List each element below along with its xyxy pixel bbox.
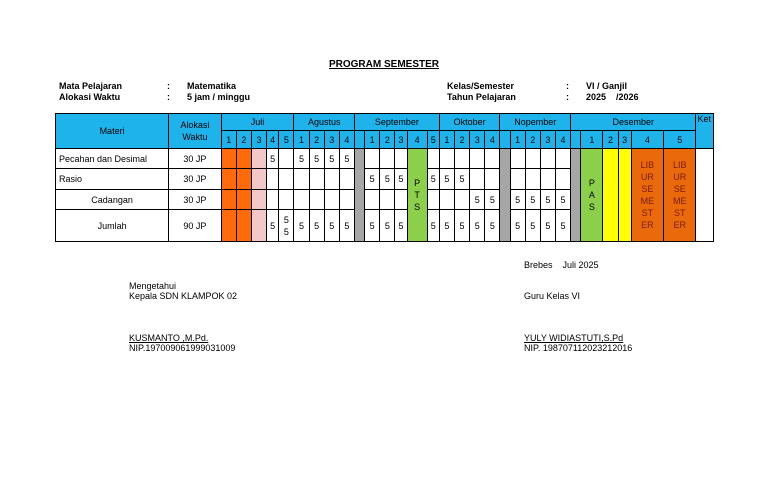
week-juli-1: 1 <box>221 131 236 149</box>
month-juli: Juli <box>221 114 294 131</box>
cell-empty <box>555 149 570 169</box>
cell-value: 5 <box>470 190 485 210</box>
ket-cell <box>696 149 714 242</box>
month-oktober: Oktober <box>439 114 500 131</box>
cell-empty <box>294 169 309 190</box>
row-jp: 30 JP <box>169 190 222 210</box>
cell-empty <box>267 190 279 210</box>
cell-grey <box>500 149 510 242</box>
cell-orange <box>221 149 236 169</box>
cell-value: 5 <box>540 210 555 242</box>
cell-empty <box>470 149 485 169</box>
libur-semester-cell: LIB UR SE ME ST ER <box>631 149 663 242</box>
cell-empty <box>380 190 395 210</box>
week-september-5: 5 <box>427 131 439 149</box>
cell-empty <box>454 149 469 169</box>
week-juli-2: 2 <box>236 131 251 149</box>
cell-orange <box>236 210 251 242</box>
cell-empty <box>279 190 294 210</box>
cell-empty <box>439 190 454 210</box>
kelas-colon: : <box>566 81 569 91</box>
cell-value: 5 <box>267 210 279 242</box>
mapel-label: Mata Pelajaran <box>59 81 123 91</box>
cell-pink <box>251 169 266 190</box>
week-nopember-1: 1 <box>510 131 525 149</box>
alokasi-label: Alokasi Waktu <box>59 92 121 102</box>
cell-value: 5 <box>309 210 324 242</box>
cell-empty <box>427 149 439 169</box>
row-materi: Rasio <box>56 169 169 190</box>
week-september-4: 4 <box>407 131 427 149</box>
week-nopember-2: 2 <box>525 131 540 149</box>
header-materi: Materi <box>56 114 169 149</box>
cell-value: 5 <box>395 169 407 190</box>
cell-yellow <box>618 149 631 242</box>
tahun-value: 2025 /2026 <box>586 92 639 102</box>
week-desember-2: 2 <box>603 131 618 149</box>
cell-value: 5 <box>427 210 439 242</box>
week-agustus-3: 3 <box>324 131 339 149</box>
cell-empty <box>470 169 485 190</box>
cell-value: 5 <box>427 169 439 190</box>
cell-empty <box>324 190 339 210</box>
cell-value: 5 <box>395 210 407 242</box>
kepala-label: Kepala SDN KLAMPOK 02 <box>129 291 238 301</box>
week-desember-5: 5 <box>664 131 696 149</box>
week-agustus-1: 1 <box>294 131 309 149</box>
cell-empty <box>365 190 380 210</box>
tahun-label: Tahun Pelajaran <box>447 92 516 102</box>
cell-value: 5 <box>540 190 555 210</box>
cell-grey <box>355 149 365 242</box>
cell-empty <box>540 149 555 169</box>
cell-value: 5 <box>294 149 309 169</box>
cell-empty <box>339 190 354 210</box>
week-juli-3: 3 <box>251 131 266 149</box>
cell-empty <box>485 169 500 190</box>
row-materi: Jumlah <box>56 210 169 242</box>
cell-value: 5 <box>555 190 570 210</box>
week-desember-1: 1 <box>581 131 603 149</box>
row-materi: Pecahan dan Desimal <box>56 149 169 169</box>
alokasi-colon: : <box>167 92 170 102</box>
week-nopember-4: 4 <box>555 131 570 149</box>
cell-grey <box>571 149 581 242</box>
week-juli-5: 5 <box>279 131 294 149</box>
cell-empty <box>294 190 309 210</box>
cell-empty <box>395 190 407 210</box>
cell-value: 5 <box>294 210 309 242</box>
kepala-name: KUSMANTO ,M.Pd. <box>129 333 209 343</box>
cell-value: 5 <box>380 210 395 242</box>
cell-empty <box>525 149 540 169</box>
kelas-value: VI / Ganjil <box>586 81 628 91</box>
month-desember: Desember <box>571 114 696 131</box>
kepala-nip: NIP.197009061999031009 <box>129 343 236 353</box>
cell-value: 5 <box>380 169 395 190</box>
tahun-colon: : <box>566 92 569 102</box>
mapel-value: Matematika <box>187 81 237 91</box>
page-title: PROGRAM SEMESTER <box>328 59 439 70</box>
week-agustus-2: 2 <box>309 131 324 149</box>
pts-cell: P T S <box>407 149 427 242</box>
week-oktober-2: 2 <box>454 131 469 149</box>
cell-empty <box>395 149 407 169</box>
week-september-2: 2 <box>380 131 395 149</box>
cell-value: 5 <box>324 149 339 169</box>
cell-empty <box>510 169 525 190</box>
pas-cell: P A S <box>581 149 603 242</box>
cell-empty <box>485 149 500 169</box>
week-september-1: 1 <box>365 131 380 149</box>
week-gap <box>571 131 581 149</box>
cell-empty <box>324 169 339 190</box>
cell-orange <box>236 190 251 210</box>
week-oktober-1: 1 <box>439 131 454 149</box>
cell-orange <box>236 169 251 190</box>
cell-orange <box>221 190 236 210</box>
month-agustus: Agustus <box>294 114 355 131</box>
cell-empty <box>439 149 454 169</box>
cell-empty <box>454 190 469 210</box>
cell-empty <box>525 169 540 190</box>
row-jp: 30 JP <box>169 149 222 169</box>
cell-empty <box>309 169 324 190</box>
cell-value: 5 <box>454 210 469 242</box>
row-materi: Cadangan <box>56 190 169 210</box>
cell-value: 5 <box>525 210 540 242</box>
cell-empty <box>555 169 570 190</box>
cell-empty <box>380 149 395 169</box>
cell-value: 5 <box>510 190 525 210</box>
cell-yellow <box>603 149 618 242</box>
row-jp: 30 JP <box>169 169 222 190</box>
header-alokasi: Alokasi Waktu <box>169 114 222 149</box>
cell-pink <box>251 149 266 169</box>
week-nopember-3: 3 <box>540 131 555 149</box>
mengetahui-label: Mengetahui <box>129 281 177 291</box>
row-jp: 90 JP <box>169 210 222 242</box>
cell-empty <box>267 169 279 190</box>
mapel-colon: : <box>167 81 170 91</box>
cell-value: 5 <box>339 210 354 242</box>
cell-empty <box>510 149 525 169</box>
alokasi-value: 5 jam / minggu <box>187 92 251 102</box>
cell-value: 5 <box>439 210 454 242</box>
cell-value: 5 <box>267 149 279 169</box>
cell-value: 5 <box>454 169 469 190</box>
cell-empty <box>427 190 439 210</box>
cell-pink <box>251 190 266 210</box>
cell-value: 5 <box>439 169 454 190</box>
week-oktober-3: 3 <box>470 131 485 149</box>
week-gap <box>355 131 365 149</box>
cell-empty <box>339 169 354 190</box>
week-desember-4: 4 <box>631 131 663 149</box>
cell-orange <box>236 149 251 169</box>
cell-value: 5 <box>485 190 500 210</box>
cell-value: 5 <box>470 210 485 242</box>
kelas-label: Kelas/Semester <box>447 81 515 91</box>
cell-orange <box>221 169 236 190</box>
cell-value: 5 <box>365 210 380 242</box>
week-oktober-4: 4 <box>485 131 500 149</box>
cell-value: 5 <box>309 149 324 169</box>
week-september-3: 3 <box>395 131 407 149</box>
guru-name: YULY WIDIASTUTI,S.Pd <box>524 333 624 343</box>
schedule-table <box>55 113 714 242</box>
cell-value: 5 <box>510 210 525 242</box>
cell-empty <box>540 169 555 190</box>
cell-value: 5 <box>365 169 380 190</box>
cell-value-stack: 5 5 <box>279 210 294 242</box>
guru-nip: NIP. 198707112023212016 <box>524 343 633 353</box>
cell-value: 5 <box>339 149 354 169</box>
month-nopember: Nopember <box>500 114 571 131</box>
cell-empty <box>365 149 380 169</box>
month-september: September <box>355 114 440 131</box>
week-desember-3: 3 <box>618 131 631 149</box>
cell-empty <box>279 149 294 169</box>
cell-value: 5 <box>555 210 570 242</box>
cell-value: 5 <box>485 210 500 242</box>
libur-semester-cell: LIB UR SE ME ST ER <box>664 149 696 242</box>
week-agustus-4: 4 <box>339 131 354 149</box>
week-gap <box>500 131 510 149</box>
header-ket: Ket <box>696 114 714 149</box>
cell-pink <box>251 210 266 242</box>
cell-value: 5 <box>525 190 540 210</box>
cell-value: 5 <box>324 210 339 242</box>
cell-empty <box>279 169 294 190</box>
cell-empty <box>309 190 324 210</box>
cell-orange <box>221 210 236 242</box>
week-juli-4: 4 <box>267 131 279 149</box>
guru-label: Guru Kelas VI <box>524 291 581 301</box>
place-date: Brebes Juli 2025 <box>524 260 599 270</box>
